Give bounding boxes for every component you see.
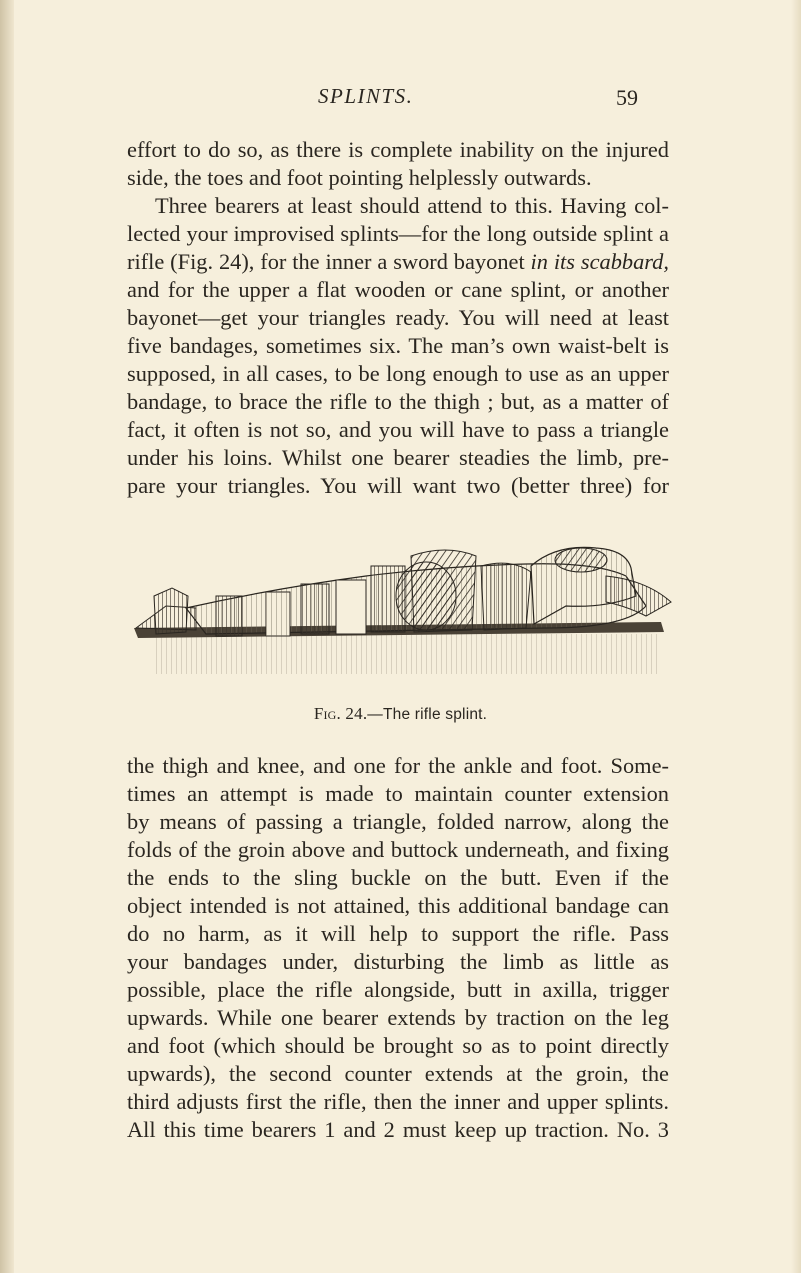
text-line: the thigh and knee, and one for the ankle and foot. Some- [127, 753, 669, 778]
page-number: 59 [616, 85, 638, 110]
italic-phrase: in its scabbard, [530, 249, 669, 274]
text-line-start: rifle (Fig. 24), for the inner a sword bayonet [127, 249, 525, 274]
text-line: effort to do so, as there is complete inability on the injured [127, 137, 669, 162]
page-gutter-shadow [0, 0, 14, 1273]
running-head [0, 84, 801, 112]
text-line: the ends to the sling buckle on the butt. Even if the [127, 865, 669, 890]
figure-caption-text: —The rifle splint. [367, 706, 488, 723]
text-line: folds of the groin above and buttock underneath, and fixing [127, 837, 669, 862]
text-line: under his loins. Whilst one bearer steadies the limb, pre- [127, 445, 669, 470]
text-line: All this time bearers 1 and 2 must keep up traction. No. 3 [127, 1117, 669, 1142]
text-line: bandage, to brace the rifle to the thigh ; but, as a matter of [127, 389, 669, 414]
page-edge-shadow [791, 0, 801, 1273]
text-line: possible, place the rifle alongside, butt in axilla, trigger [127, 977, 669, 1002]
text-line: lected your improvised splints—for the long outside splint a [127, 221, 669, 246]
text-line: and for the upper a flat wooden or cane splint, or another [127, 277, 669, 302]
text-line: your bandages under, disturbing the limb as little as [127, 949, 669, 974]
text-line: upwards), the second counter extends at the groin, the [127, 1061, 669, 1086]
figure-caption [0, 704, 801, 724]
rifle-splint-drawing [126, 536, 674, 684]
text-line [127, 248, 669, 276]
rifle-splint-illustration [126, 536, 674, 684]
text-line: and foot (which should be brought so as to point directly [127, 1033, 669, 1058]
text-line: third adjusts first the rifle, then the inner and upper splints. [127, 1089, 669, 1114]
text-line: upwards. While one bearer extends by traction on the leg [127, 1005, 669, 1030]
text-line: pare your triangles. You will want two (better three) for [127, 473, 669, 498]
text-line: Three bearers at least should attend to this. Having col- [155, 193, 669, 218]
text-line: object intended is not attained, this additional bandage can [127, 893, 669, 918]
text-line: supposed, in all cases, to be long enough to use as an upper [127, 361, 669, 386]
running-title: SPLINTS. [318, 84, 414, 108]
text-line: side, the toes and foot pointing helplessly outwards. [127, 165, 592, 190]
text-line: by means of passing a triangle, folded narrow, along the [127, 809, 669, 834]
figure-label: Fig. 24. [313, 704, 368, 723]
text-line: times an attempt is made to maintain counter extension [127, 781, 669, 806]
text-line: bayonet—get your triangles ready. You will need at least [127, 305, 669, 330]
text-line: fact, it often is not so, and you will have to pass a triangle [127, 417, 669, 442]
text-line: do no harm, as it will help to support the rifle. Pass [127, 921, 669, 946]
text-line: five bandages, sometimes six. The man’s own waist-belt is [127, 333, 669, 358]
